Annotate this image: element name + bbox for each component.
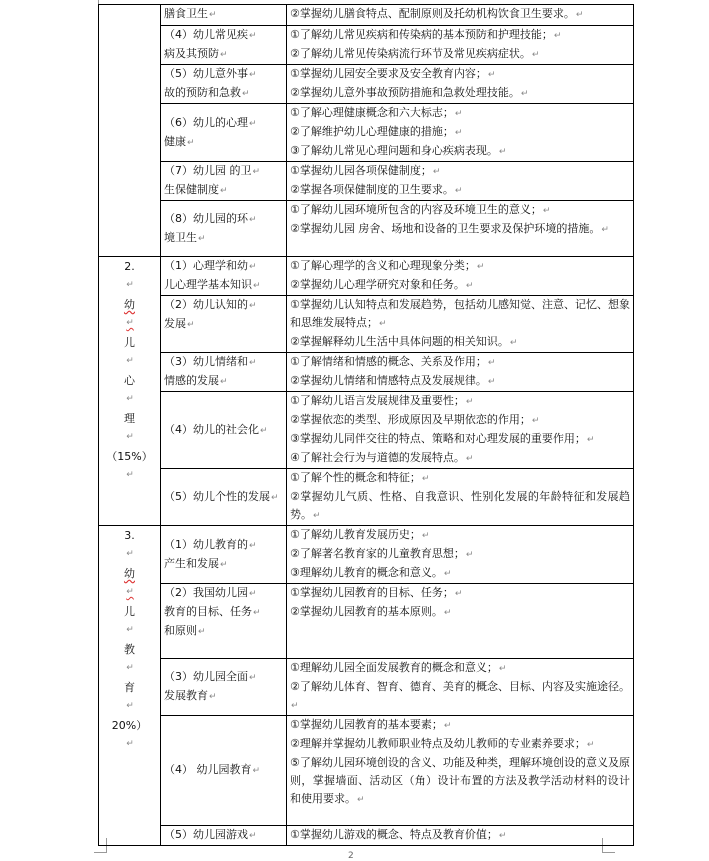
paragraph-mark: ↵ [465,281,474,291]
topic-cell: （8）幼儿园的环↵ 境卫生↵ [161,201,287,257]
goal-cell: ①掌握幼儿园教育的目标、任务；↵ ②掌握幼儿园教育的基本原则。↵ [287,584,634,659]
topic-cell: （4）幼儿常见疾↵ 病及其预防↵ [161,26,287,65]
paragraph-mark: ↵ [443,569,452,579]
paragraph-mark: ↵ [313,511,321,521]
paragraph-mark: ↵ [260,425,268,436]
paragraph-mark: ↵ [126,356,134,366]
goal-cell: ①掌握幼儿园各项保健制度；↵ ②掌握各项保健制度的卫生要求。↵ [287,162,634,201]
paragraph-mark: ↵ [187,137,195,148]
paragraph-mark: ↵ [252,167,261,177]
paragraph-mark: ↵ [498,664,507,674]
paragraph-mark: ↵ [209,10,217,20]
topic-cell: （1）心理学和幼↵ 儿心理学基本知识↵ [161,257,287,296]
paragraph-mark: ↵ [249,358,257,368]
paragraph-mark: ↵ [126,470,134,480]
paragraph-mark: ↵ [253,281,261,291]
section-cell-education [99,526,161,846]
section-cell [99,5,161,257]
paragraph-mark: ↵ [249,214,257,225]
paragraph-mark: ↵ [253,608,261,618]
paragraph-mark: ↵ [465,397,474,407]
paragraph-mark: ↵ [465,454,474,464]
paragraph-mark: ↵ [126,432,134,442]
paragraph-mark: ↵ [220,186,228,196]
paragraph-mark: ↵ [454,109,463,119]
paragraph-mark: ↵ [249,262,257,272]
paragraph-mark: ↵ [487,358,496,368]
paragraph-mark: ↵ [531,416,540,426]
paragraph-mark: ↵ [271,492,279,503]
paragraph-mark: ↵ [476,262,485,272]
topic-cell: （5）幼儿个性的发展↵ [161,469,287,526]
paragraph-mark: ↵ [198,627,206,637]
syllabus-table [98,4,634,846]
paragraph-mark: ↵ [126,701,134,711]
paragraph-mark: ↵ [586,740,595,750]
topic-cell: （2）幼儿认知的↵ 发展↵ [161,296,287,353]
topic-cell: （4）幼儿的社会化↵ [161,392,287,469]
paragraph-mark: ↵ [249,589,257,599]
paragraph-mark: ↵ [509,338,518,348]
goal-cell: ①掌握幼儿园安全要求及安全教育内容；↵ ②掌握幼儿意外事故预防措施和急救处理技能。↵ [287,65,634,104]
paragraph-mark: ↵ [487,377,496,387]
paragraph-mark: ↵ [126,280,134,290]
goal-cell: ①了解心理学的含义和心理现象分类；↵ ②掌握幼儿心理学研究对象和任务。↵ [287,257,634,296]
paragraph-mark: ↵ [126,587,134,597]
paragraph-mark: ↵ [242,89,250,99]
paragraph-mark: ↵ [126,394,134,404]
topic-cell: （1）幼儿教育的↵ 产生和发展↵ [161,526,287,584]
paragraph-mark: ↵ [531,50,540,60]
paragraph-mark: ↵ [220,377,228,387]
paragraph-mark: ↵ [421,474,430,484]
paragraph-mark: ↵ [209,692,217,702]
paragraph-mark: ↵ [553,31,562,41]
paragraph-mark: ↵ [357,795,365,805]
section-label: 2. ↵ 幼 ↵ 儿 ↵ 心 ↵ 理 ↵ （15%） ↵ [106,257,152,485]
page-number: 2 [348,851,354,861]
topic-cell: （5）幼儿意外事↵ 故的预防和急救↵ [161,65,287,104]
paragraph-mark: ↵ [465,550,474,560]
paragraph-mark: ↵ [249,673,257,683]
topic-cell: （3）幼儿园全面↵ 发展教育↵ [161,659,287,716]
topic-cell: （3）幼儿情绪和↵ 情感的发展↵ [161,353,287,392]
paragraph-mark: ↵ [586,435,595,445]
paragraph-mark: ↵ [421,531,430,541]
goal-cell: ①掌握幼儿认知特点和发展趋势，包括幼儿感知觉、注意、记忆、想象和思维发展特点；↵ ②掌握解释幼儿生活中具体问题的相关知识。↵ [287,296,634,353]
paragraph-mark: ↵ [520,89,529,99]
paragraph-mark: ↵ [454,128,463,138]
paragraph-mark: ↵ [498,831,507,841]
paragraph-mark: ↵ [249,31,257,41]
goal-cell: ①了解幼儿常见疾病和传染病的基本预防和护理技能；↵ ②了解幼儿常见传染病流行环节及常见疾病症状。↵ [287,26,634,65]
paragraph-mark: ↵ [601,225,609,235]
paragraph-mark: ↵ [252,766,261,776]
goal-cell: ②掌握幼儿膳食特点、配制原则及托幼机构饮食卫生要求。↵ [287,5,634,26]
paragraph-mark: ↵ [126,318,134,328]
goal-cell: ①了解幼儿园环境所包含的内容及环境卫生的意义；↵ ②掌握幼儿园 房舍、场地和设备的卫生要求及保护环境的措施。↵ [287,201,634,257]
paragraph-mark: ↵ [487,70,496,80]
paragraph-mark: ↵ [249,831,257,841]
paragraph-mark: ↵ [249,118,257,129]
topic-cell: （2）我国幼儿园↵ 教育的目标、任务↵ 和原则↵ [161,584,287,659]
topic-cell: （5）幼儿园游戏↵ [161,826,287,846]
goal-cell: ①理解幼儿园全面发展教育的概念和意义；↵ ②了解幼儿体育、智育、德育、美育的概念、目标、内容及实施途径。↵ [287,659,634,716]
paragraph-mark: ↵ [542,206,551,216]
section-cell-psychology [99,257,161,526]
paragraph-mark: ↵ [291,701,299,711]
paragraph-mark: ↵ [249,540,257,551]
paragraph-mark: ↵ [443,608,452,618]
paragraph-mark: ↵ [575,10,584,20]
paragraph-mark: ↵ [454,589,463,599]
paragraph-mark: ↵ [187,320,195,330]
paragraph-mark: ↵ [379,319,387,329]
paragraph-mark: ↵ [126,625,134,635]
goal-cell: ①了解情绪和情感的概念、关系及作用；↵ ②掌握幼儿情绪和情感特点及发展规律。↵ [287,353,634,392]
topic-cell: （6）幼儿的心理↵ 健康↵ [161,104,287,162]
paragraph-mark: ↵ [126,663,134,673]
paragraph-mark: ↵ [220,50,228,60]
goal-cell: ①了解心理健康概念和六大标志；↵ ②了解维护幼儿心理健康的措施；↵ ③了解幼儿常见心理问题和身心疾病表现。↵ [287,104,634,162]
goal-cell: ①了解个性的概念和特征；↵ ②掌握幼儿气质、性格、自我意识、性别化发展的年龄特征和发展趋势。↵ [287,469,634,526]
paragraph-mark: ↵ [198,233,206,244]
paragraph-mark: ↵ [249,70,257,80]
paragraph-mark: ↵ [432,167,441,177]
goal-cell: ①掌握幼儿园教育的基本要素；↵ ②理解并掌握幼儿教师职业特点及幼儿教师的专业素养要求；↵ ⑤了解幼儿园环境创设的含义、功能及种类，理解环境创设的意义及原则，掌握墙面、活动区（角）设计布置的方法及教学活动材料的设计和使用要求。↵ [287,716,634,826]
goal-cell: ①了解幼儿教育发展历史；↵ ②了解著名教育家的儿童教育思想；↵ ③理解幼儿教育的概念和意义。↵ [287,526,634,584]
paragraph-mark: ↵ [443,721,452,731]
section-label: 3. ↵ 幼 ↵ 儿 ↵ 教 ↵ 育 ↵ 20%） ↵ [112,526,147,754]
paragraph-mark: ↵ [126,549,134,559]
paragraph-mark: ↵ [126,739,134,749]
goal-cell: ①了解幼儿语言发展规律及重要性；↵ ②掌握依恋的类型、形成原因及早期依恋的作用；↵ ③掌握幼儿同伴交往的特点、策略和对心理发展的重要作用；↵ ④了解社会行为与道德的发展特点。↵ [287,392,634,469]
goal-cell: ①掌握幼儿游戏的概念、特点及教育价值；↵ [287,826,634,846]
paragraph-mark: ↵ [220,559,228,570]
topic-cell: 膳食卫生↵ [161,5,287,26]
paragraph-mark: ↵ [249,301,257,311]
topic-cell: （7）幼儿园 的卫↵ 生保健制度↵ [161,162,287,201]
topic-cell: （4） 幼儿园教育↵ [161,716,287,826]
paragraph-mark: ↵ [454,186,463,196]
paragraph-mark: ↵ [498,147,507,157]
